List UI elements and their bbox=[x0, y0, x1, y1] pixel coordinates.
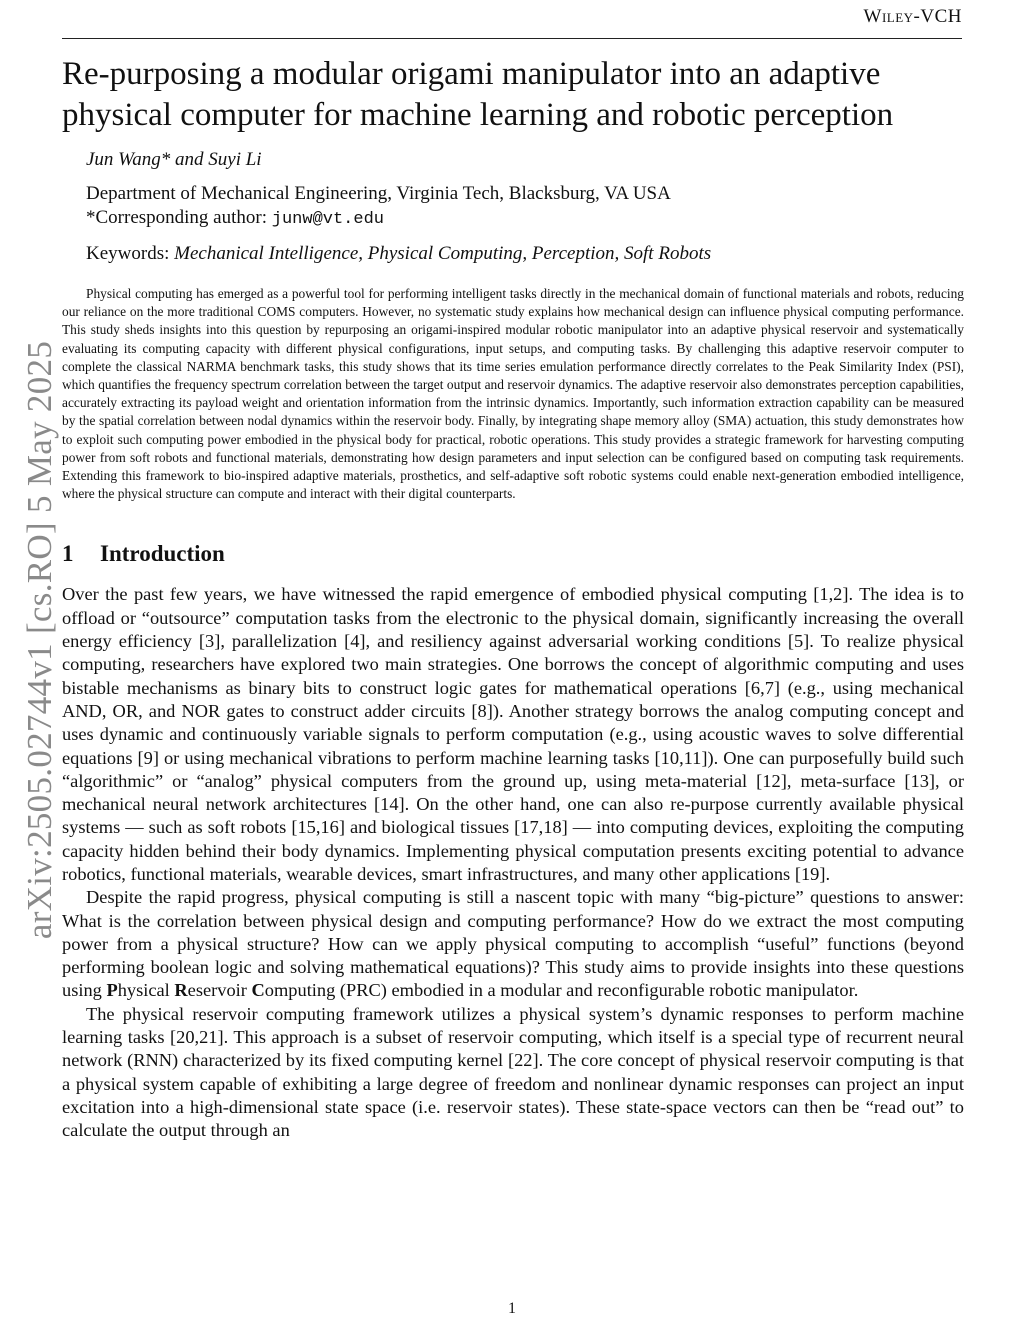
prc-letter-c: C bbox=[251, 980, 265, 1001]
authors: Jun Wang* and Suyi Li bbox=[86, 149, 262, 170]
section-number: 1 bbox=[62, 541, 74, 567]
section-title: Introduction bbox=[100, 541, 225, 567]
prc-word-physical: hysical bbox=[117, 980, 175, 1001]
intro-paragraph-3: The physical reservoir computing framework utilizes a physical system’s dynamic responses to perform machine learning tasks [20,21]. This approach is a subset of reservoir computing, which itself is a special type of recurrent neural network (RNN) characterized by its fixed computing kernel [22]. The core concept of physical reservoir computing is that a physical system capable of exhibiting a large degree of freedom and nonlinear dynamic responses can project an input excitation into a high-dimensional state space (i.e. reservoir states). These state-space vectors can then be “read out” to calculate the output through an bbox=[62, 1003, 964, 1141]
para2-text-after: (PRC) embodied in a modular and reconfigurable robotic manipulator. bbox=[335, 980, 859, 1001]
affiliation-block bbox=[86, 182, 964, 232]
prc-letter-r: R bbox=[174, 980, 188, 1001]
title-line-1: Re-purposing a modular origami manipulator into an adaptive bbox=[62, 56, 881, 92]
affiliation: Department of Mechanical Engineering, Virginia Tech, Blacksburg, VA USA bbox=[86, 183, 671, 204]
prc-word-reservoir: eservoir bbox=[187, 980, 252, 1001]
section-heading-introduction bbox=[62, 539, 964, 569]
intro-paragraph-2 bbox=[62, 886, 964, 1002]
prc-letter-p: P bbox=[106, 980, 118, 1001]
corresponding-author bbox=[86, 206, 964, 232]
prc-word-computing: omputing bbox=[264, 980, 336, 1001]
intro-paragraph-1: Over the past few years, we have witnessed the rapid emergence of embodied physical computing [1,2]. The idea is to offload or “outsource” computation tasks from the electronic to the physical domain, significantly increasing the overall energy efficiency [3], parallelization [4], and resiliency against adversarial working conditions [5]. To realize physical computing, researchers have explored two main strategies. One borrows the concept of algorithmic computing and uses bistable mechanisms as binary bits to construct logic gates for mathematical operations [6,7] (e.g., using mechanical AND, OR, and NOR gates to construct adder circuits [8]). Another strategy borrows the analog computing concept and uses dynamic and continuously variable signals to perform computation (e.g., using acoustic waves to solve differential equations [9] or using mechanical vibrations to perform machine learning tasks [10,11]). One can purposefully build such “algorithmic” or “analog” physical computers from the ground up, using meta-material [12], meta-surface [13], or mechanical neural network architectures [14]. On the other hand, one can also re-purpose currently available physical systems — such as soft robots [15,16] and biological tissues [17,18] — into computing devices, exploiting the computing capacity hidden behind their body dynamics. Implementing physical computation presents exciting potential to advance robotics, functional materials, wearable devices, smart infrastructures, and many other applications [19]. bbox=[62, 584, 964, 884]
keywords-list: Mechanical Intelligence, Physical Computing, Perception, Soft Robots bbox=[174, 243, 712, 264]
arxiv-identifier: arXiv:2505.02744v1 [cs.RO] 5 May 2025 bbox=[20, 340, 59, 940]
para2-text-before: Despite the rapid progress, physical computing is still a nascent topic with many “big-picture” questions to answer: What is the correlation between physical design and computing performance? How do we extract the most computing power from a physical structure? How can we apply physical computing to accomplish “useful” functions (beyond performing boolean logic and solving mathematical equations)? This study aims to provide insights into these questions using bbox=[62, 887, 964, 1001]
corresponding-email[interactable]: junw@vt.edu bbox=[271, 210, 384, 229]
corresponding-label: *Corresponding author: bbox=[86, 207, 272, 228]
keywords-label: Keywords: bbox=[86, 243, 175, 264]
paper-content bbox=[62, 54, 964, 1143]
publisher-logo bbox=[864, 6, 962, 28]
publisher-name: Wiley-VCH bbox=[863, 6, 962, 27]
title-line-2: physical computer for machine learning and robotic perception bbox=[62, 97, 894, 133]
page-number: 1 bbox=[508, 1300, 516, 1317]
header-rule bbox=[62, 38, 962, 39]
abstract: Physical computing has emerged as a powerful tool for performing intelligent tasks directly in the mechanical domain of functional materials and robots, reducing our reliance on the more traditional COMS computers. However, no systematic study explains how mechanical design can influence physical computing performance. This study sheds insights into this question by repurposing an origami-inspired modular robotic manipulator into an adaptive physical reservoir and systematically evaluating its computing capacity with different physical configurations, input setups, and computing tasks. By challenging this adaptive reservoir computer to complete the classical NARMA benchmark tasks, this study shows that its time series emulation performance directly correlates to the Peak Similarity Index (PSI), which quantifies the frequency spectrum correlation between the target output and reservoir dynamics. The adaptive reservoir also demonstrates perception capabilities, accurately extracting its payload weight and orientation information from the intrinsic dynamics. Importantly, such information extraction capability can be measured by the spatial correlation between nodal dynamics within the reservoir body. Finally, by integrating shape memory alloy (SMA) actuation, this study demonstrates how to exploit such computing power embodied in the physical body for practical, robotic operations. This study provides a strategic framework for harvesting computing power from soft robots and functional materials, demonstrating how design parameters and input selection can be configured based on computing task requirements. Extending this framework to bio-inspired adaptive materials, prosthetics, and self-adaptive soft robotic systems could enable next-generation embodied intelligence, where the physical structure can compute and interact with their digital counterparts. bbox=[62, 286, 964, 502]
paper-title bbox=[62, 54, 964, 136]
keywords-block bbox=[86, 242, 964, 266]
introduction-body bbox=[62, 583, 964, 1142]
